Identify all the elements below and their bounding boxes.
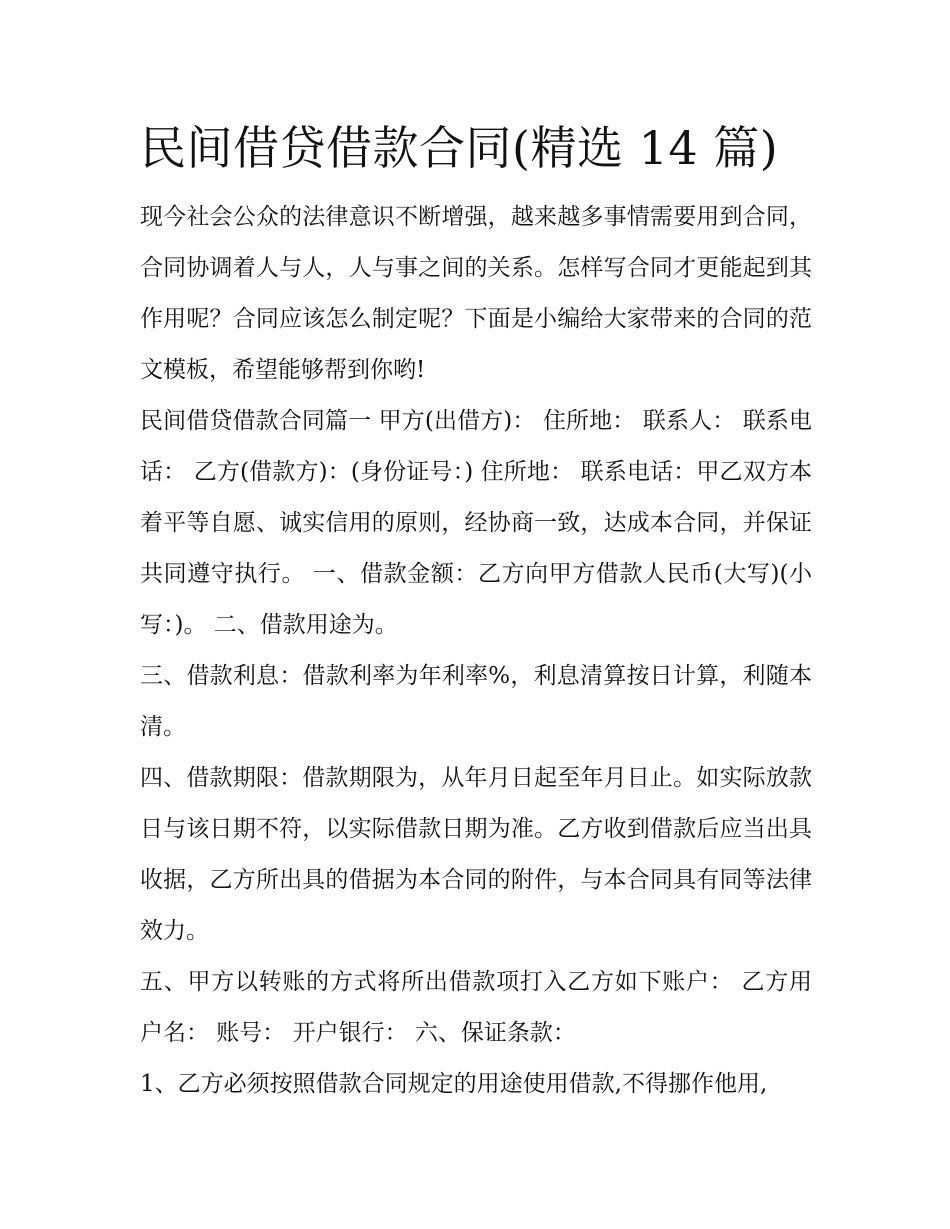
term-clause-paragraph: 四、借款期限：借款期限为，从年月日起至年月日止。如实际放款日与该日期不符，以实际借款日期为准。乙方收到借款后应当出具收据，乙方所出具的借据为本合同的附件，与本合同具有同等法律效力。 xyxy=(140,765,812,944)
interest-clause-paragraph: 三、借款利息：借款利率为年利率%，利息清算按日计算，利随本清。 xyxy=(140,663,812,740)
transfer-clause-paragraph: 五、甲方以转账的方式将所出借款项打入乙方如下账户： 乙方用户名： 账号： 开户银行： 六、保证条款： xyxy=(140,969,812,1046)
guarantee-item-paragraph: 1、乙方必须按照借款合同规定的用途使用借款,不得挪作他用, xyxy=(140,1071,768,1097)
document-page xyxy=(140,110,812,1110)
contract-parties-paragraph: 民间借贷借款合同篇一 甲方(出借方)： 住所地： 联系人： 联系电话： 乙方(借款方)：(身份证号：) 住所地： 联系电话：甲乙双方本着平等自愿、诚实信用的原则，经协商一致，达成本合同，并保证共同遵守执行。 一、借款金额：乙方向甲方借款人民币(大写)(小写：)。 二、借款用途为。 xyxy=(140,408,812,638)
intro-paragraph: 现今社会公众的法律意识不断增强，越来越多事情需要用到合同，合同协调着人与人，人与事之间的关系。怎样写合同才更能起到其作用呢？合同应该怎么制定呢？下面是小编给大家带来的合同的范文模板，希望能够帮到你哟! xyxy=(140,204,812,383)
document-title: 民间借贷借款合同(精选 14 篇) xyxy=(140,121,779,175)
